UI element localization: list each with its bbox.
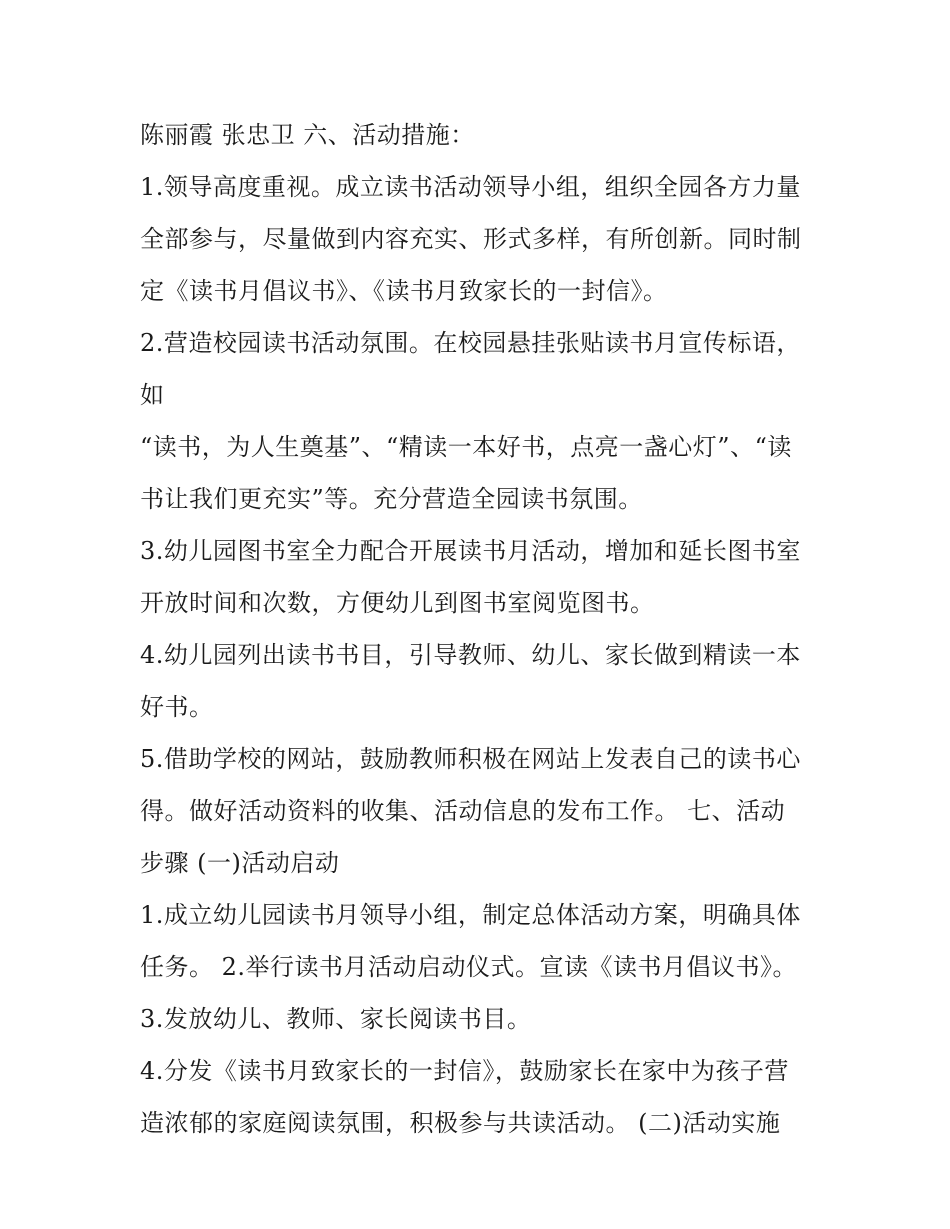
text-line: 书让我们更充实”等。充分营造全园读书氛围。	[140, 485, 643, 513]
text-line: 步骤 (一)活动启动	[140, 849, 340, 877]
text-line: 2.营造校园读书活动氛围。在校园悬挂张贴读书月宣传标语，	[140, 329, 801, 357]
text-line: 得。做好活动资料的收集、活动信息的发布工作。 七、活动	[140, 797, 786, 825]
text-line: 4.幼儿园列出读书书目，引导教师、幼儿、家长做到精读一本	[140, 641, 801, 669]
text-line: 定《读书月倡议书》、《读书月致家长的一封信》。	[140, 277, 668, 305]
text-line: 陈丽霞 张忠卫 六、活动措施：	[140, 121, 475, 149]
text-line: 造浓郁的家庭阅读氛围，积极参与共读活动。 (二)活动实施	[140, 1109, 781, 1137]
text-line: 好书。	[140, 693, 214, 721]
text-line: 开放时间和次数，方便幼儿到图书室阅览图书。	[140, 589, 655, 617]
text-line: 全部参与，尽量做到内容充实、形式多样，有所创新。同时制	[140, 225, 802, 253]
text-line: 3.发放幼儿、教师、家长阅读书目。	[140, 1005, 532, 1033]
text-line: 如	[140, 381, 165, 409]
text-line: 1.成立幼儿园读书月领导小组，制定总体活动方案，明确具体	[140, 901, 801, 929]
text-line: “读书，为人生奠基”、“精读一本好书，点亮一盏心灯”、“读	[140, 433, 792, 461]
document-body	[140, 109, 830, 1149]
text-line: 4.分发《读书月致家长的一封信》，鼓励家长在家中为孩子营	[140, 1057, 789, 1085]
text-line: 任务。 2.举行读书月活动启动仪式。宣读《读书月倡议书》。	[140, 953, 798, 981]
text-line: 5.借助学校的网站，鼓励教师积极在网站上发表自己的读书心	[140, 745, 801, 773]
text-line: 1.领导高度重视。成立读书活动领导小组，组织全园各方力量	[140, 173, 801, 201]
text-line: 3.幼儿园图书室全力配合开展读书月活动，增加和延长图书室	[140, 537, 801, 565]
